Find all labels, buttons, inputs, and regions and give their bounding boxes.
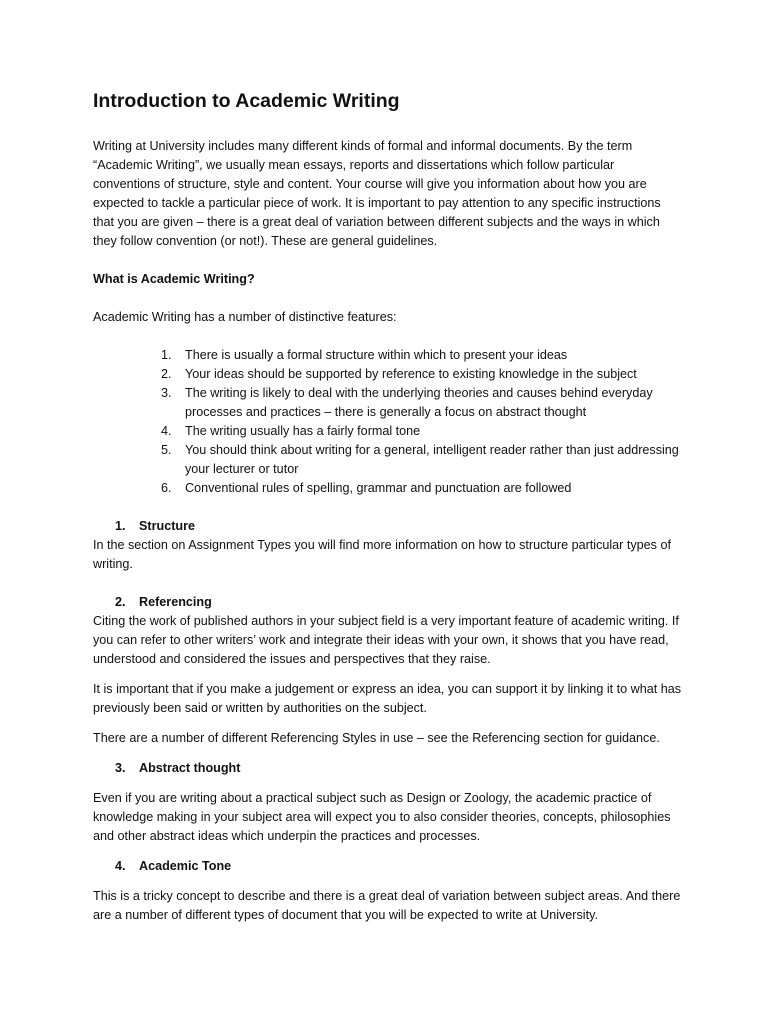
section-title: Structure — [139, 519, 195, 533]
referencing-paragraph-2: It is important that if you make a judgement or express an idea, you can support it by linking it to what has previously been said or written by authorities on the subject. — [93, 682, 682, 715]
section-number: 4. — [115, 859, 126, 873]
section-heading-structure — [93, 517, 683, 536]
list-number: 3. — [161, 386, 172, 400]
section-title: Abstract thought — [139, 761, 241, 775]
referencing-paragraph-3: There are a number of different Referencing Styles in use – see the Referencing section for guidance. — [93, 731, 660, 745]
section-number: 2. — [115, 595, 126, 609]
list-item — [93, 365, 683, 384]
list-number: 4. — [161, 424, 172, 438]
features-lead: Academic Writing has a number of distinctive features: — [93, 310, 397, 324]
section-title: Referencing — [139, 595, 212, 609]
section-heading-abstract — [93, 759, 683, 778]
what-is-heading: What is Academic Writing? — [93, 272, 255, 286]
list-item-text: Your ideas should be supported by reference to existing knowledge in the subject — [185, 367, 637, 381]
list-item — [93, 441, 683, 479]
list-item-text: The writing is likely to deal with the underlying theories and causes behind everyday processes and practices – there is generally a focus on abstract thought — [185, 386, 653, 419]
list-number: 5. — [161, 443, 172, 457]
list-item — [93, 346, 683, 365]
section-number: 1. — [115, 519, 126, 533]
list-item — [93, 422, 683, 441]
section-heading-tone — [93, 857, 683, 876]
list-number: 2. — [161, 367, 172, 381]
list-item — [93, 384, 683, 422]
section-title: Academic Tone — [139, 859, 232, 873]
list-item-text: You should think about writing for a general, intelligent reader rather than just addressing your lecturer or tutor — [185, 443, 679, 476]
structure-paragraph: In the section on Assignment Types you will find more information on how to structure particular types of writing. — [93, 538, 671, 571]
abstract-paragraph: Even if you are writing about a practical subject such as Design or Zoology, the academic practice of knowledge making in your subject area will expect you to also consider theories, concepts, philosophies and other abstract ideas which underpin the practices and processes. — [93, 791, 671, 843]
list-item — [93, 479, 683, 498]
intro-paragraph: Writing at University includes many different kinds of formal and informal documents. By the term “Academic Writing”, we usually mean essays, reports and dissertations which follow particular conventions of structure, style and content. Your course will give you information about how you are expected to tackle a particular piece of work. It is important to pay attention to any specific instructions that you are given – there is a great deal of variation between different subjects and the ways in which they follow convention (or not!). These are general guidelines. — [93, 139, 661, 248]
features-list — [93, 346, 683, 498]
referencing-paragraph-1: Citing the work of published authors in your subject field is a very important feature of academic writing. If you can refer to other writers’ work and integrate their ideas with your own, it shows that you have read, understood and considered the issues and perspectives that they raise. — [93, 614, 679, 666]
list-item-text: Conventional rules of spelling, grammar and punctuation are followed — [185, 481, 572, 495]
list-number: 1. — [161, 348, 172, 362]
list-number: 6. — [161, 481, 172, 495]
document-page — [93, 88, 683, 925]
list-item-text: The writing usually has a fairly formal tone — [185, 424, 421, 438]
section-number: 3. — [115, 761, 126, 775]
list-item-text: There is usually a formal structure within which to present your ideas — [185, 348, 568, 362]
tone-paragraph: This is a tricky concept to describe and there is a great deal of variation between subject areas. And there are a number of different types of document that you will be expected to write at University. — [93, 889, 681, 922]
page-title: Introduction to Academic Writing — [93, 90, 400, 112]
section-heading-referencing — [93, 593, 683, 612]
